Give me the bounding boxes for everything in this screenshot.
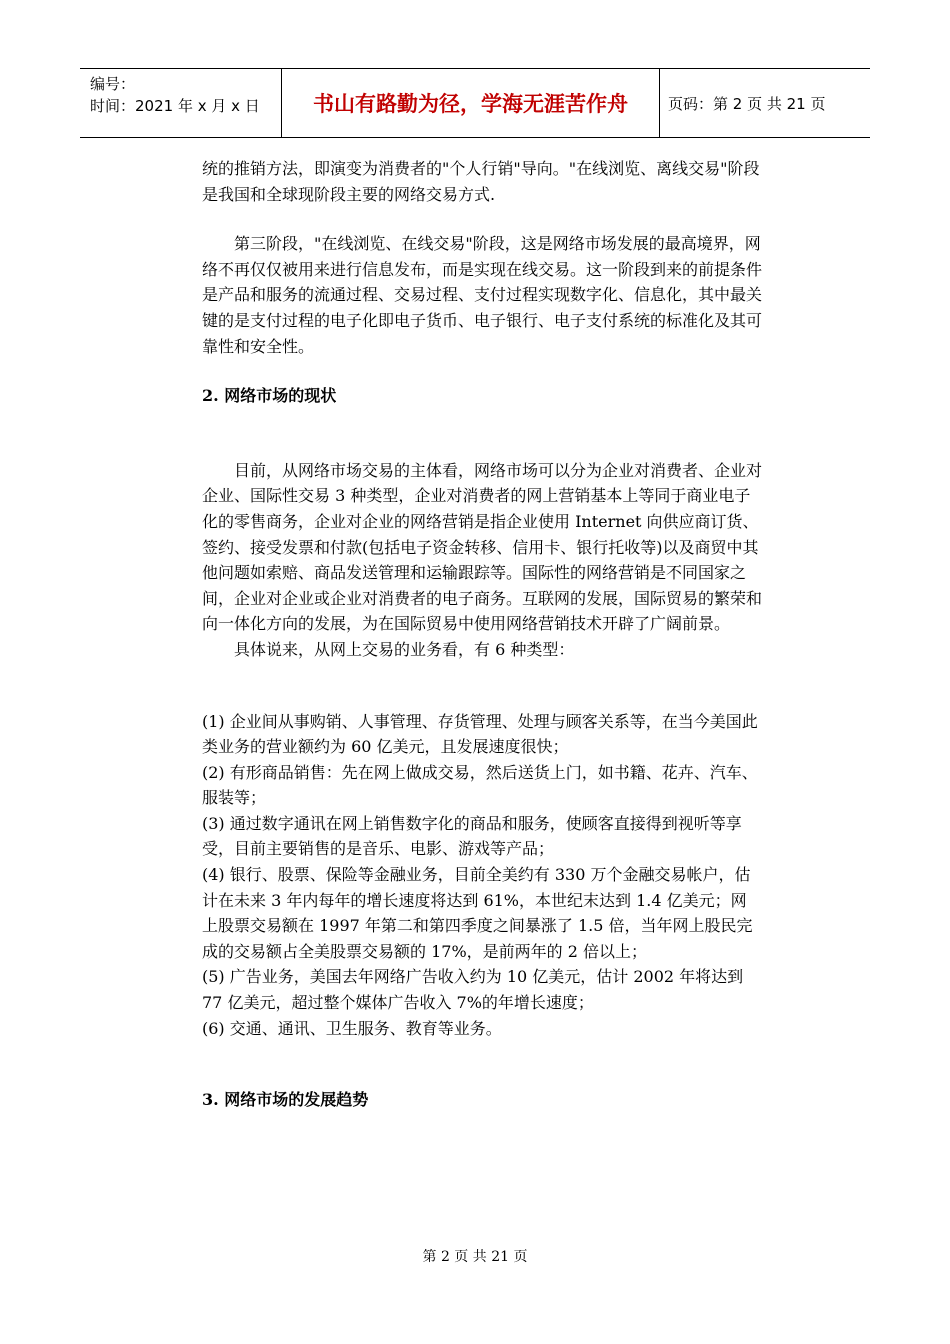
page-header bbox=[80, 68, 870, 138]
header-number-label: 编号： bbox=[90, 75, 136, 93]
section-heading-3: 3. 网络市场的发展趋势 bbox=[202, 1090, 369, 1110]
list-item: (2) 有形商品销售：先在网上做成交易，然后送货上门，如书籍、花卉、汽车、服装等； bbox=[202, 762, 758, 808]
page-footer: 第 2 页 共 21 页 bbox=[422, 1249, 528, 1265]
paragraph-4: 具体说来，从网上交易的业务看，有 6 种类型： bbox=[234, 639, 575, 659]
header-time-label: 时间：2021 年 x 月 x 日 bbox=[90, 97, 260, 115]
header-motto: 书山有路勤为径，学海无涯苦作舟 bbox=[282, 69, 660, 137]
section-heading-2: 2. 网络市场的现状 bbox=[202, 386, 337, 406]
document-body bbox=[202, 156, 762, 1113]
paragraph-3: 目前，从网络市场交易的主体看，网络市场可以分为企业对消费者、企业对企业、国际性交易 3 种类型，企业对消费者的网上营销基本上等同于商业电子化的零售商务，企业对企业的网络营销是指企业使用 Internet 向供应商订货、签约、接受发票和付款(包括电子资金转移、信用卡、银行托收等)以及商贸中其他问题如索赔、商品发送管理和运输跟踪等。国际性的网络营销是不同国家之间，企业对企业或企业对消费者的电子商务。互联网的发展，国际贸易的繁荣和向一体化方向的发展，为在国际贸易中使用网络营销技术开辟了广阔前景。 bbox=[202, 460, 763, 634]
list-item: (3) 通过数字通讯在网上销售数字化的商品和服务，使顾客直接得到视听等享受，目前主要销售的是音乐、电影、游戏等产品； bbox=[202, 813, 742, 859]
list-item: (5) 广告业务，美国去年网络广告收入约为 10 亿美元，估计 2002 年将达到 77 亿美元，超过整个媒体广告收入 7%的年增长速度； bbox=[202, 967, 744, 1013]
list-item: (4) 银行、股票、保险等金融业务，目前全美约有 330 万个金融交易帐户，估计在未来 3 年内每年的增长速度将达到 61%，本世纪末达到 1.4 亿美元；网上股票交易额在 1997 年第二和第四季度之间暴涨了 1.5 倍，当年网上股民完成的交易额占全美股票交易额的 17%，是前两年的 2 倍以上； bbox=[202, 865, 753, 961]
list-item: (1) 企业间从事购销、人事管理、存货管理、处理与顾客关系等，在当今美国此类业务的营业额约为 60 亿美元，且发展速度很快； bbox=[202, 711, 758, 757]
header-meta bbox=[80, 69, 282, 137]
paragraph-1: 统的推销方法，即演变为消费者的"个人行销"导向。"在线浏览、离线交易"阶段是我国和全球现阶段主要的网络交易方式. bbox=[202, 159, 760, 204]
list-item: (6) 交通、通讯、卫生服务、教育等业务。 bbox=[202, 1018, 502, 1038]
type-list bbox=[202, 709, 762, 1042]
paragraph-2: 第三阶段，"在线浏览、在线交易"阶段，这是网络市场发展的最高境界，网络不再仅仅被用来进行信息发布，而是实现在线交易。这一阶段到来的前提条件是产品和服务的流通过程、交易过程、支付过程实现数字化、信息化，其中最关键的是支付过程的电子化即电子货币、电子银行、电子支付系统的标准化及其可靠性和安全性。 bbox=[202, 234, 763, 356]
header-page-info: 页码：第 2 页 共 21 页 bbox=[668, 94, 826, 113]
